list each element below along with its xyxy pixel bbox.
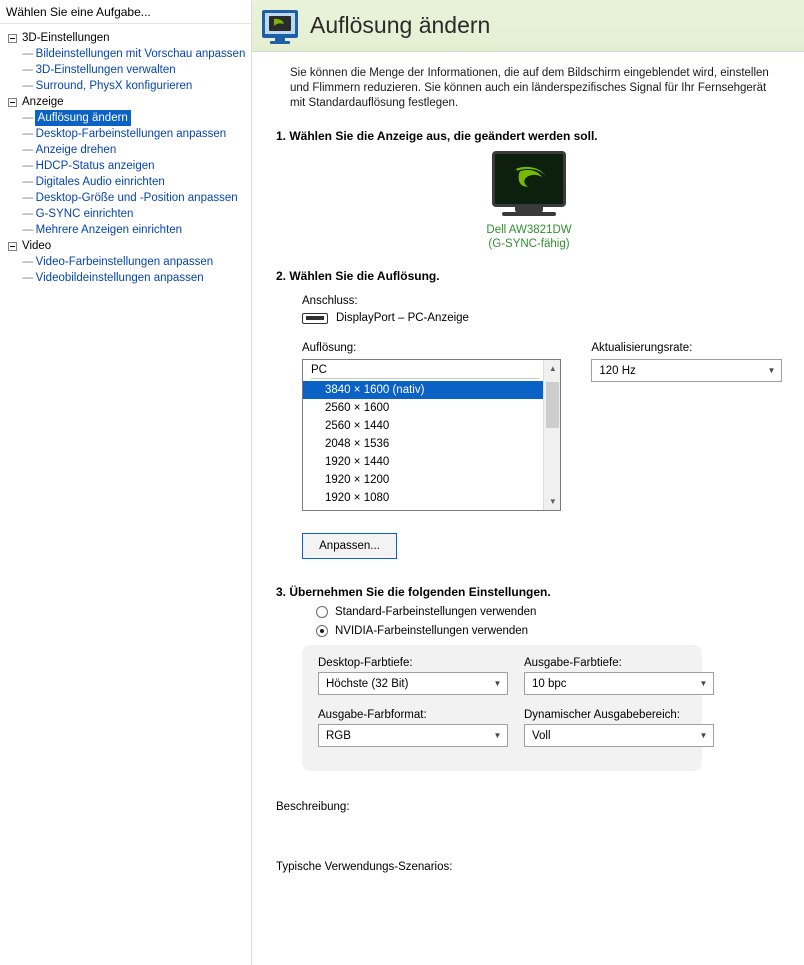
tree-group-video	[8, 238, 251, 286]
radio-nvidia-colors[interactable]	[316, 625, 782, 637]
resolution-scrollbar[interactable]	[543, 360, 560, 510]
customize-row	[302, 533, 782, 559]
output-color-depth-value: 10 bpc	[532, 677, 567, 690]
dynamic-output-range-select[interactable]	[524, 724, 714, 747]
list-item[interactable]: 2560 × 1600	[325, 402, 390, 414]
task-tree	[0, 24, 251, 286]
page-intro: Sie können die Menge der Informationen, die auf dem Bildschirm eingeblendet wird, einstellen und Flimmern reduzieren. Sie können auch ein länderspezifisches Signal für Ihr Fernsehgerät mit Standardauflösung festlegen.	[290, 67, 769, 109]
sidebar-item-label: Desktop-Größe und -Position anpassen	[35, 192, 238, 204]
collapse-icon[interactable]	[8, 98, 17, 107]
sidebar-item-label: Videobildeinstellungen anpassen	[35, 272, 204, 284]
step-3-title: 3. Übernehmen Sie die folgenden Einstellungen.	[276, 585, 551, 599]
list-item[interactable]: 2560 × 1440	[325, 420, 390, 432]
tree-dash-icon: ----	[22, 144, 33, 156]
tree-root-label: Video	[22, 240, 52, 252]
output-color-format-field	[318, 709, 508, 747]
display-name: Dell AW3821DW	[486, 224, 572, 236]
desktop-color-depth-label: Desktop-Farbtiefe:	[318, 657, 413, 669]
page-header	[252, 0, 804, 52]
list-item[interactable]: 3840 × 1600 (nativ)	[303, 381, 543, 399]
sidebar-item-label: 3D-Einstellungen verwalten	[35, 64, 176, 76]
tree-dash-icon: ----	[22, 128, 33, 140]
resolution-label: Auflösung:	[302, 342, 357, 354]
output-color-depth-select[interactable]	[524, 672, 714, 695]
connection-row	[302, 312, 782, 324]
tree-dash-icon: ----	[22, 192, 33, 204]
resolution-listbox[interactable]	[302, 359, 561, 511]
sidebar-item-mehrere-anzeigen[interactable]	[22, 222, 251, 238]
sidebar-item-videobildeinstellungen[interactable]	[22, 270, 251, 286]
radio-standard-colors[interactable]	[316, 606, 782, 618]
tree-dash-icon: ----	[22, 64, 33, 76]
display-sub: (G-SYNC-fähig)	[488, 238, 570, 250]
nvidia-eye-logo	[509, 162, 549, 196]
step-1-section	[252, 129, 804, 251]
sidebar-item-aufloesung-aendern[interactable]	[22, 110, 251, 126]
tree-dash-icon: ----	[22, 208, 33, 220]
output-color-format-value: RGB	[326, 729, 351, 742]
tree-root-video[interactable]	[8, 238, 251, 254]
sidebar-item-hdcp-status[interactable]	[22, 158, 251, 174]
tree-group-3d-settings	[8, 30, 251, 94]
scroll-up-icon[interactable]: ▲	[544, 360, 561, 377]
color-settings-grid	[318, 657, 708, 755]
dynamic-output-range-value: Voll	[532, 729, 551, 742]
customize-button[interactable]: Anpassen...	[302, 533, 397, 559]
displayport-icon	[302, 313, 328, 324]
list-item[interactable]: 1920 × 1200	[325, 474, 390, 486]
sidebar-item-label: Digitales Audio einrichten	[35, 176, 165, 188]
step-1-title: 1. Wählen Sie die Anzeige aus, die geändert werden soll.	[276, 129, 598, 143]
list-item[interactable]: 2048 × 1536	[325, 438, 390, 450]
dynamic-output-range-field	[524, 709, 714, 747]
display-settings-icon	[260, 6, 300, 46]
tree-dash-icon: ----	[22, 256, 33, 268]
color-settings-panel	[302, 645, 708, 771]
sidebar-item-3d-einstellungen-verwalten[interactable]	[22, 62, 251, 78]
monitor-icon	[492, 151, 566, 207]
refresh-rate-select[interactable]	[591, 359, 782, 382]
tree-dash-icon: ----	[22, 160, 33, 172]
description-section	[252, 801, 804, 873]
sidebar-item-digitales-audio[interactable]	[22, 174, 251, 190]
chevron-down-icon[interactable]: ▼	[699, 679, 708, 688]
sidebar-item-label: G-SYNC einrichten	[35, 208, 134, 220]
sidebar	[0, 0, 252, 965]
tree-root-label: 3D-Einstellungen	[22, 32, 110, 44]
dynamic-output-range-label: Dynamischer Ausgabebereich:	[524, 709, 680, 721]
chevron-down-icon[interactable]: ▼	[699, 731, 708, 740]
resolution-list	[303, 360, 543, 510]
tree-children-3d-settings	[8, 46, 251, 94]
sidebar-item-label: HDCP-Status anzeigen	[35, 160, 155, 172]
sidebar-item-video-farbeinstellungen[interactable]	[22, 254, 251, 270]
resolution-group-label	[303, 363, 543, 381]
tree-dash-icon: ----	[22, 48, 33, 60]
sidebar-item-anzeige-drehen[interactable]	[22, 142, 251, 158]
tree-dash-icon: ----	[22, 112, 33, 124]
radio-icon-selected[interactable]	[316, 625, 328, 637]
resolution-row	[302, 330, 782, 511]
sidebar-item-label: Mehrere Anzeigen einrichten	[35, 224, 183, 236]
scenarios-label: Typische Verwendungs-Szenarios:	[276, 861, 453, 873]
sidebar-item-label: Surround, PhysX konfigurieren	[35, 80, 193, 92]
sidebar-header: Wählen Sie eine Aufgabe...	[0, 0, 251, 24]
page-title: Auflösung ändern	[310, 12, 491, 38]
resolution-group-text: PC	[311, 364, 327, 376]
output-color-format-select[interactable]	[318, 724, 508, 747]
tree-dash-icon: ----	[22, 80, 33, 92]
description-label: Beschreibung:	[276, 801, 350, 813]
group-divider	[311, 378, 539, 379]
scrollbar-thumb[interactable]	[546, 382, 559, 428]
desktop-color-depth-field	[318, 657, 508, 695]
sidebar-item-label: Auflösung ändern	[35, 110, 131, 126]
collapse-icon[interactable]	[8, 34, 17, 43]
radio-standard-label: Standard-Farbeinstellungen verwenden	[335, 606, 537, 618]
tree-children-anzeige	[8, 110, 251, 238]
step-2-section	[252, 269, 804, 559]
sidebar-item-surround-physx[interactable]	[22, 78, 251, 94]
step-3-section	[252, 585, 804, 771]
tree-root-3d-settings[interactable]	[8, 30, 251, 46]
output-color-depth-field	[524, 657, 714, 695]
step-2-title: 2. Wählen Sie die Auflösung.	[276, 269, 440, 283]
desktop-color-depth-value: Höchste (32 Bit)	[326, 677, 409, 690]
scroll-down-icon[interactable]: ▼	[544, 493, 561, 510]
radio-nvidia-label: NVIDIA-Farbeinstellungen verwenden	[335, 625, 529, 637]
connection-label: Anschluss:	[302, 295, 358, 307]
list-item[interactable]: 1920 × 1440	[325, 456, 390, 468]
output-color-depth-label: Ausgabe-Farbtiefe:	[524, 657, 622, 669]
tree-dash-icon: ----	[22, 272, 33, 284]
monitor-base	[502, 212, 556, 216]
connection-value: DisplayPort – PC-Anzeige	[336, 312, 469, 324]
tree-root-label: Anzeige	[22, 96, 64, 108]
tree-dash-icon: ----	[22, 176, 33, 188]
sidebar-item-label: Video-Farbeinstellungen anpassen	[35, 256, 214, 268]
refresh-rate-label: Aktualisierungsrate:	[591, 342, 693, 354]
collapse-icon[interactable]	[8, 242, 17, 251]
output-color-format-label: Ausgabe-Farbformat:	[318, 709, 427, 721]
sidebar-item-desktop-farbeinstellungen[interactable]	[22, 126, 251, 142]
sidebar-item-label: Desktop-Farbeinstellungen anpassen	[35, 128, 227, 140]
list-item[interactable]: 1920 × 1080	[325, 492, 390, 504]
tree-group-anzeige	[8, 94, 251, 238]
radio-icon[interactable]	[316, 606, 328, 618]
sidebar-item-label: Bildeinstellungen mit Vorschau anpassen	[35, 48, 246, 60]
refresh-column	[591, 330, 782, 511]
main-content	[252, 0, 804, 965]
display-preview[interactable]	[276, 151, 782, 251]
display-label	[486, 223, 571, 251]
chevron-down-icon[interactable]: ▼	[493, 679, 502, 688]
tree-dash-icon: ----	[22, 224, 33, 236]
chevron-down-icon[interactable]: ▼	[767, 366, 776, 375]
sidebar-item-bildeinstellungen-vorschau[interactable]	[22, 46, 251, 62]
resolution-column	[302, 330, 561, 511]
sidebar-item-label: Anzeige drehen	[35, 144, 117, 156]
refresh-rate-value: 120 Hz	[599, 364, 636, 377]
desktop-color-depth-select[interactable]	[318, 672, 508, 695]
sidebar-item-gsync-einrichten[interactable]	[22, 206, 251, 222]
tree-children-video	[8, 254, 251, 286]
sidebar-item-desktop-groesse-position[interactable]	[22, 190, 251, 206]
chevron-down-icon[interactable]: ▼	[493, 731, 502, 740]
tree-root-anzeige[interactable]	[8, 94, 251, 110]
